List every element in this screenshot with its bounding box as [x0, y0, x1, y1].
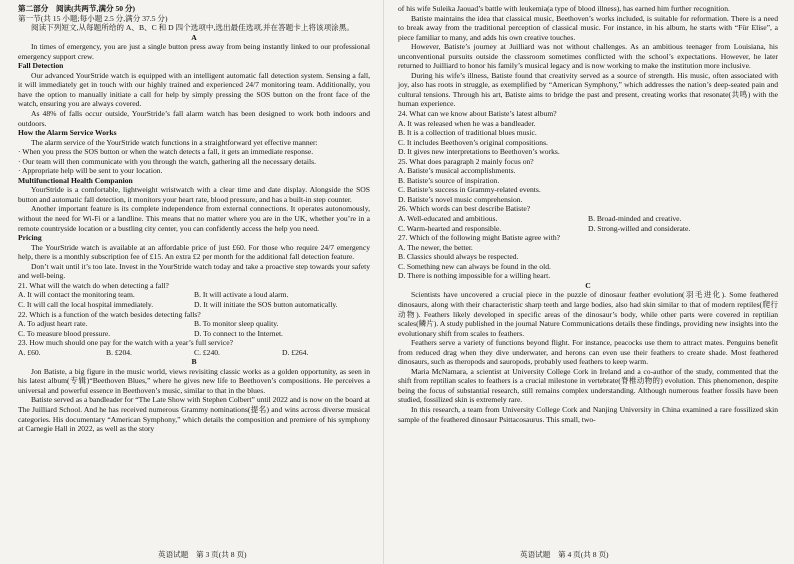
passage-paragraph: During his wife’s illness, Batiste found that creativity served as a source of strength. His music, often associated with joy, also has roots in struggle, as exemplified by “American Symphony,” which addresses the nation’s deep-seated pain and cultural tensions. Through his art, Batiste aims to bridge the past and present, creating works that resonate(共鸣) with the human experience.	[398, 70, 778, 109]
option-row	[398, 214, 778, 224]
option: D. Batiste’s novel music comprehension.	[398, 194, 523, 204]
option: B. Broad-minded and creative.	[588, 214, 682, 224]
right-page-column	[398, 4, 778, 424]
passage-heading: Fall Detection	[18, 61, 64, 71]
passage-c-label: C	[585, 280, 591, 290]
part-title: 第二部分 阅读(共两节,满分 50 分)	[18, 4, 136, 13]
option: D. There is nothing impossible for a willing heart.	[398, 271, 551, 281]
option: B. It will activate a loud alarm.	[194, 290, 289, 300]
option: C. Something new can always be found in the old.	[398, 261, 551, 271]
passage-heading: Pricing	[18, 233, 42, 243]
option: B. Classics should always be respected.	[398, 252, 519, 262]
option: B. To monitor sleep quality.	[194, 319, 279, 329]
option-row	[18, 300, 370, 310]
option: B. Batiste’s source of inspiration.	[398, 175, 500, 185]
bullet-item: · When you press the SOS button or when the watch detects a fall, it gets an immediate response.	[18, 147, 314, 157]
question-stem: 26. Which words can best describe Batiste?	[398, 204, 531, 214]
passage-paragraph: The alarm service of the YourStride watch functions in a straightforward yet effective manner:	[31, 137, 318, 147]
option: D. It gives new interpretations to Beethoven’s works.	[398, 147, 560, 157]
passage-paragraph: of his wife Suleika Jaouad’s battle with leukemia(a type of blood illness), has earned him further recognition.	[398, 4, 730, 13]
passage-paragraph: YourStride is a comfortable, lightweight wristwatch with a clear time and date display. Alongside the SOS button and automatic fall detection, it monitors your heart rate, blood pressure, and has a built-in step counter.	[18, 185, 370, 204]
option-row	[398, 224, 778, 234]
question-stem: 24. What can we know about Batiste’s latest album?	[398, 109, 557, 119]
question-stem: 27. Which of the following might Batiste agree with?	[398, 233, 561, 243]
option: D. To connect to the Internet.	[194, 328, 283, 338]
left-page-column	[18, 4, 370, 434]
passage-paragraph: Scientists have uncovered a crucial piece in the puzzle of dinosaur feather evolution(羽毛进化). Some feathered dinosaurs, along with their characteristic sharp teeth and large bodies, also had skin similar to that of modern reptiles(爬行动物). Feathers likely developed in specific areas of the dinosaur’s body, while other parts were covered in reptilian scales(鳞片). A study published in the journal Nature Communications details these findings, providing new insights into the evolutionary shift from scales to feathers.	[398, 290, 778, 338]
question-stem: 23. How much should one pay for the watch with a year’s full service?	[18, 338, 233, 348]
option: A. Well-educated and ambitious.	[398, 214, 498, 224]
passage-paragraph: The YourStride watch is available at an affordable price of just £60. For those who require 24/7 emergency help, there is a monthly subscription fee of £15. An extra £2 per month for the additional fall detection feature.	[18, 242, 370, 262]
passage-b-label: B	[191, 357, 197, 367]
option: C. Batiste’s success in Grammy-related events.	[398, 185, 541, 195]
bullet-item: · Appropriate help will be sent to your location.	[18, 166, 163, 176]
question-stem: 25. What does paragraph 2 mainly focus on?	[398, 156, 534, 166]
option: A. £60.	[18, 347, 41, 357]
passage-heading: How the Alarm Service Works	[18, 128, 117, 138]
option: B. It is a collection of traditional blues music.	[398, 128, 537, 138]
passage-heading: Multifunctional Health Companion	[18, 175, 133, 185]
question-stem: 21. What will the watch do when detecting a fall?	[18, 280, 169, 290]
passage-paragraph: Batiste served as a bandleader for “The Late Show with Stephen Colbert” until 2022 and is now on the board at The Juilliard School. And he has received numerous Grammy nominations(提名) and wins across diverse musical categories. His documentary “American Symphony,” which details the composition and premiere of his symphony at Carnegie Hall in 2022, as well as the story	[18, 395, 370, 434]
passage-paragraph: Feathers serve a variety of functions beyond flight. For instance, peacocks use them to attract mates. Penguins benefit from reduced drag when they dive underwater, and herons can even use their feathers to create shade. Most feathered dinosaurs, such as theropods and sauropods, probably used feathers to keep warm.	[398, 338, 778, 367]
option: C. It will call the local hospital immediately.	[18, 299, 154, 309]
option-row	[18, 290, 370, 300]
option: A. It will contact the monitoring team.	[18, 290, 135, 300]
option: A. It was released when he was a bandleader.	[398, 118, 536, 128]
option: C. To measure blood pressure.	[18, 328, 111, 338]
passage-paragraph: Batiste maintains the idea that classical music, Beethoven’s works included, is suitable for reformation. There is a need to break away from the traditional perception of classical music. For instance, in his album, he starts with “Für Elise”, a piece familiar to many, and adds his own creative touches.	[398, 13, 778, 42]
passage-a-label: A	[191, 32, 197, 42]
option: C. Warm-hearted and responsible.	[398, 223, 502, 233]
passage-paragraph: As 48% of falls occur outside, YourStride’s fall alarm watch has been designed to work both indoors and outdoors.	[18, 109, 370, 128]
passage-paragraph: Jon Batiste, a big figure in the music world, views revisiting classic works as a golden opportunity, as seen in his latest album(专辑)“Beethoven Blues,” where he gives new life to Beethoven’s compositions. He perceives a universal and powerful essence in Beethoven’s music, similar to that in the blues.	[18, 366, 370, 395]
option: D. £264.	[282, 347, 309, 357]
option: C. £240.	[194, 347, 220, 357]
passage-paragraph: Another important feature is its complete independence from external connections. It operates autonomously, without the need for Wi-Fi or a landline. This means that no matter where you are in the UK, whether you’re in a remote countryside location or a bustling city center, you can confidently access the help you need.	[18, 204, 370, 233]
option: A. The newer, the better.	[398, 242, 473, 252]
passage-paragraph: Don’t wait until it’s too late. Invest in the YourStride watch today and take a proactive step towards your safety and well-being.	[18, 261, 370, 281]
bullet-item: · Our team will then communicate with you through the watch, gathering all the necessary details.	[18, 156, 316, 166]
option: D. Strong-willed and considerate.	[588, 223, 691, 233]
option: D. It will initiate the SOS button automatically.	[194, 299, 338, 309]
page-footer-left: 英语试题 第 3 页(共 8 页)	[158, 550, 247, 559]
option-row	[18, 319, 370, 329]
option: A. To adjust heart rate.	[18, 319, 88, 329]
instructions: 阅读下列短文,从每题所给的 A、B、C 和 D 四个选项中,选出最佳选项,并在答题卡上将该项涂黑。	[31, 23, 354, 33]
option: A. Batiste’s musical accomplishments.	[398, 166, 516, 176]
option: C. It includes Beethoven’s original compositions.	[398, 137, 548, 147]
passage-paragraph: In this research, a team from University College Cork and Nanjing University in China examined a rare fossilized skin sample of the feathered dinosaur Psittacosaurus. This small, two-	[398, 404, 778, 424]
passage-paragraph: However, Batiste’s journey at Juilliard was not without challenges. As an ambitious teenager from Louisiana, his unconventional pursuits outside the classroom sometimes conflicted with the school’s expectations. However, he later returned to Juilliard to honor his family’s musical legacy and is now working to make the institution more inclusive.	[398, 42, 778, 71]
page-footer-right: 英语试题 第 4 页(共 8 页)	[520, 550, 609, 559]
passage-paragraph: Maria McNamara, a scientist at University College Cork in Ireland and a co-author of the study, commented that the shift from reptilian scales to feathers is a crucial milestone in vertebrate(脊椎动物的) evolution. This phenomenon, despite being the focus of substantial research, still remains complex understanding. Although numerous feather fossils have been studied, fossilized skin is extremely rare.	[398, 366, 778, 405]
page-divider	[383, 0, 384, 564]
passage-paragraph: In times of emergency, you are just a single button press away from being instantly linked to our professional emergency support crew.	[18, 42, 370, 61]
section-title: 第一节(共 15 小题;每小题 2.5 分,满分 37.5 分)	[18, 13, 168, 23]
option-row	[18, 348, 370, 358]
question-stem: 22. Which is a function of the watch besides detecting falls?	[18, 309, 201, 319]
option: B. £204.	[106, 347, 132, 357]
option-row	[18, 329, 370, 339]
passage-paragraph: Our advanced YourStride watch is equipped with an intelligent automatic fall detection system. Sensing a fall, it will immediately get in touch with our highly trained and experienced 24/7 monitoring team. Additionally, you have the option to manually initiate a call for help by simply pressing the SOS button on the front face of the watch, ensuring you are always covered.	[18, 70, 370, 109]
